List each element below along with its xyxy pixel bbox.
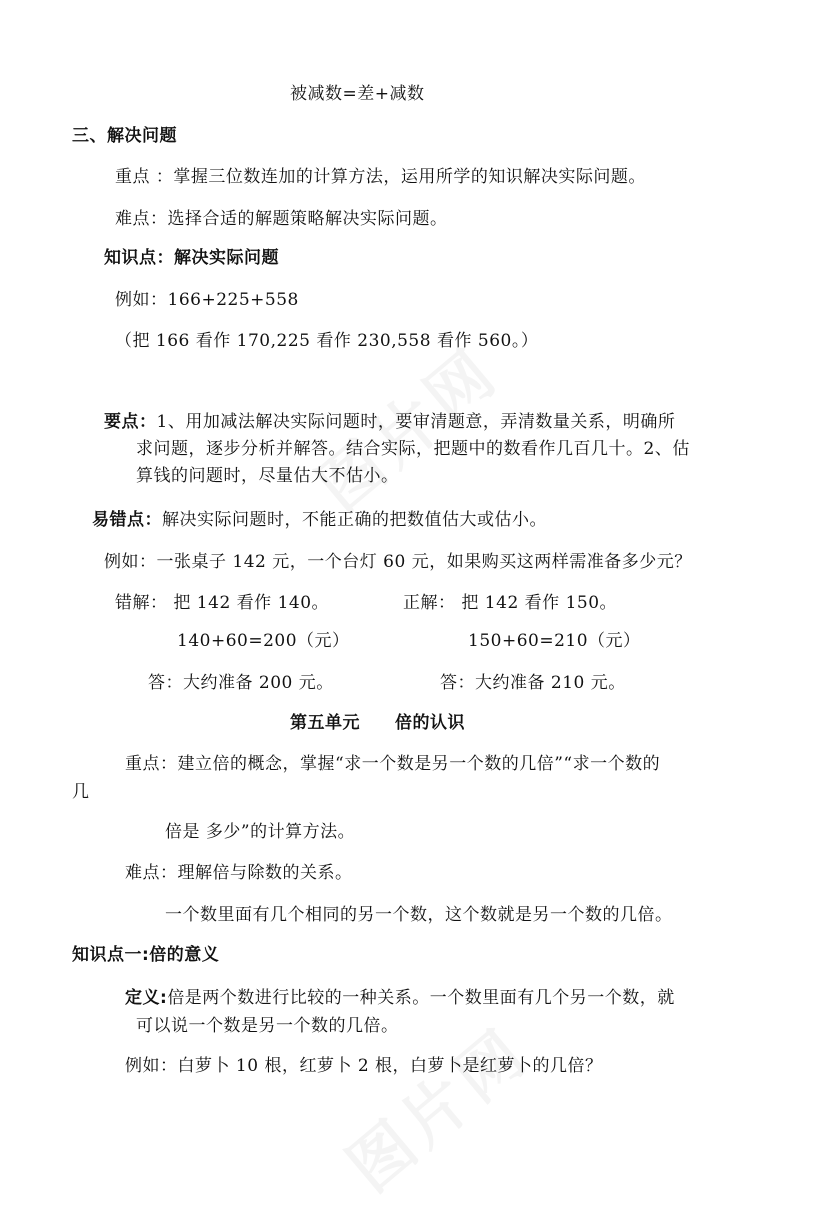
example-line: 例如：166+225+558 [115,290,299,310]
definition-line-2: 可以说一个数是另一个数的几倍。 [136,1016,399,1036]
error-point-text: 解决实际问题时，不能正确的把数值估大或估小。 [162,510,547,530]
right-answer: 答：大约准备 210 元。 [440,673,626,693]
essentials-line-1 [104,410,675,434]
key-point: 重点 ：掌握三位数连加的计算方法，运用所学的知识解决实际问题。 [115,167,646,187]
essentials-line-3: 算钱的问题时，尽量估大不估小。 [136,466,399,486]
definition-label: 定义: [125,988,168,1008]
wrong-answer: 答：大约准备 200 元。 [148,673,334,693]
difficulty-point: 难点：选择合适的解题策略解决实际问题。 [115,209,448,229]
essentials-line-2: 求问题，逐步分析并解答。结合实际，把题中的数看作几百几十。2、估 [136,439,690,459]
knowledge-point-label: 知识点：解决实际问题 [104,248,279,268]
unit-example: 例如：白萝卜 10 根，红萝卜 2 根，白萝卜是红萝卜的几倍？ [125,1056,603,1076]
formula-line: 被减数=差+减数 [290,84,425,104]
unit-key-point-1: 重点：建立倍的概念，掌握“求一个数是另一个数的几倍”“求一个数的 [125,754,661,774]
error-point-line [92,508,547,532]
definition-text-1: 倍是两个数进行比较的一种关系。一个数里面有几个另一个数，就 [167,988,675,1008]
essentials-text-1: 1、用加减法解决实际问题时，要审清题意，弄清数量关系，明确所 [156,412,676,432]
unit-difficulty: 难点：理解倍与除数的关系。 [125,863,353,883]
right-solution: 正解： 把 142 看作 150。 [403,593,618,613]
unit-key-point-2: 几 [72,782,90,802]
right-calculation: 150+60=210（元） [468,631,641,651]
section-heading: 三、解决问题 [72,126,177,146]
example-note: （把 166 看作 170,225 看作 230,558 看作 560。） [115,331,539,351]
knowledge-point-one-label: 知识点一:倍的意义 [72,945,220,965]
wrong-solution: 错解： 把 142 看作 140。 [115,593,330,613]
unit-title: 第五单元 倍的认识 [290,713,465,733]
unit-key-point-3: 倍是 多少”的计算方法。 [165,822,356,842]
definition-line-1 [125,986,675,1010]
unit-explanation: 一个数里面有几个相同的另一个数，这个数就是另一个数的几倍。 [165,905,673,925]
essentials-label: 要点： [104,412,157,432]
wrong-calculation: 140+60=200（元） [177,631,350,651]
error-example: 例如：一张桌子 142 元，一个台灯 60 元，如果购买这两样需准备多少元？ [104,552,692,572]
error-point-label: 易错点： [92,510,162,530]
